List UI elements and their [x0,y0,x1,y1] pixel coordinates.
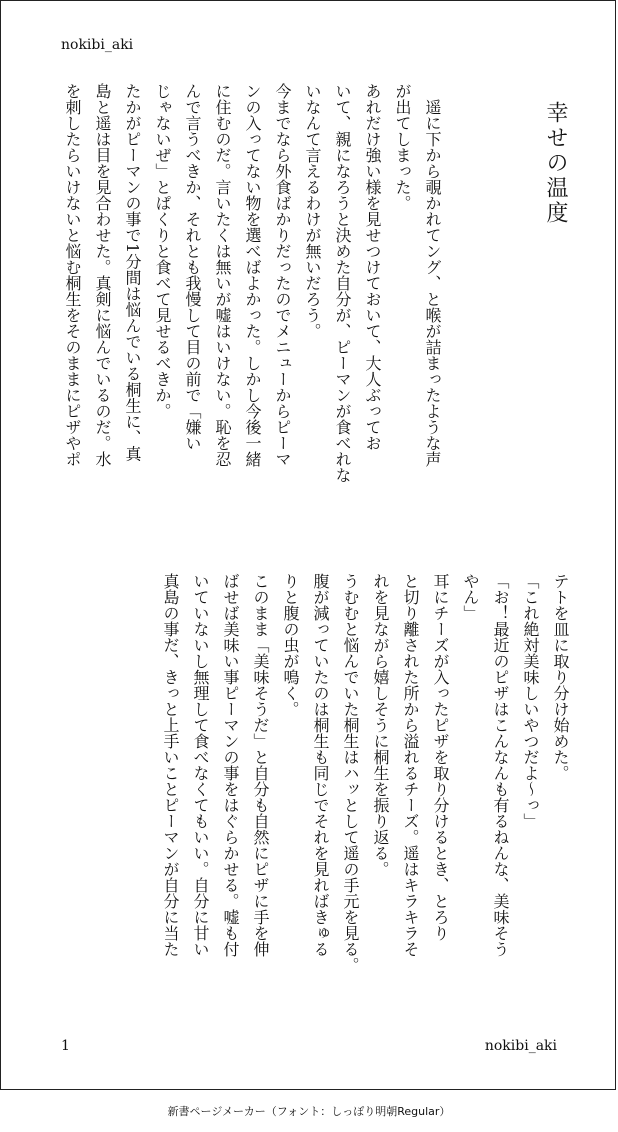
author-name-top: nokibi_aki [61,37,134,53]
text-line: んで言うべきか、それとも我慢して目の前で「嫌い [183,83,202,451]
text-line: テトを皿に取り分け始めた。 [551,573,570,781]
text-line: と切り離された所から溢れるチーズ。遥はキラキラそ [401,573,420,957]
text-line: 「これ絶対美味しいやつだよ〜っ」 [521,573,540,829]
text-line: れを見ながら嬉しそうに桐生を振り返る。 [371,573,390,877]
text-line: いなんて言えるわけが無いだろう。 [303,83,322,339]
text-line: いていないし無理して食べなくてもいい。自分に甘い [191,573,210,957]
text-line: りと腹の虫が鳴く。 [281,573,300,717]
text-line: 真島の事だ、きっと上手いことピーマンが自分に当た [161,573,180,957]
story-title: 幸せの温度 [543,101,568,226]
text-line: このまま「美味そうだ」と自分も自然にピザに手を伸 [251,573,270,957]
author-name-bottom: nokibi_aki [484,1038,557,1054]
text-line: やん」 [461,573,480,621]
text-line: ばせば美味い事ピーマンの事をはぐらかせる。嘘も付 [221,573,240,957]
text-line: 遥に下から覗かれてング、と喉が詰まったような声 [423,83,442,467]
text-line: たかがピーマンの事で1分間は悩んでいる桐生に、真 [123,83,142,462]
text-line: 今までなら外食ばかりだったのでメニューからピーマ [273,83,292,467]
text-line: 島と遥は目を見合わせた。真剣に悩んでいるのだ。水 [93,83,112,467]
text-line: じゃないぜ」とぱくりと食べて見せるべきか。 [153,83,172,419]
text-line: いて、親になろうと決めた自分が、ピーマンが食べれな [333,83,352,483]
text-block-lower [155,573,575,1023]
text-line: が出てしまった。 [393,83,412,211]
text-line: 耳にチーズが入ったピザを取り分けるとき、とろり [431,573,450,941]
text-line: 腹が減っていたのは桐生も同じでそれを見ればきゅる [311,573,330,957]
text-line: を刺したらいけないと悩む桐生をそのままにピザやポ [63,83,82,467]
text-block-upper [57,83,447,533]
text-line: うむむと悩んでいた桐生はハッとして遥の手元を見る。 [341,573,360,973]
text-line: あれだけ強い様を見せつけておいて、大人ぶってお [363,83,382,451]
generator-caption: 新書ページメーカー（フォント：しっぽり明朝Regular） [167,1105,451,1118]
text-line: ンの入ってない物を選べばよかった。しかし今後一緒 [243,83,262,467]
page-number: 1 [61,1038,70,1054]
text-line: 「お！最近のピザはこんなんも有るねんな、美味そう [491,573,510,957]
text-line: に住むのだ。言いたくは無いが嘘はいけない。恥を忍 [213,83,232,467]
